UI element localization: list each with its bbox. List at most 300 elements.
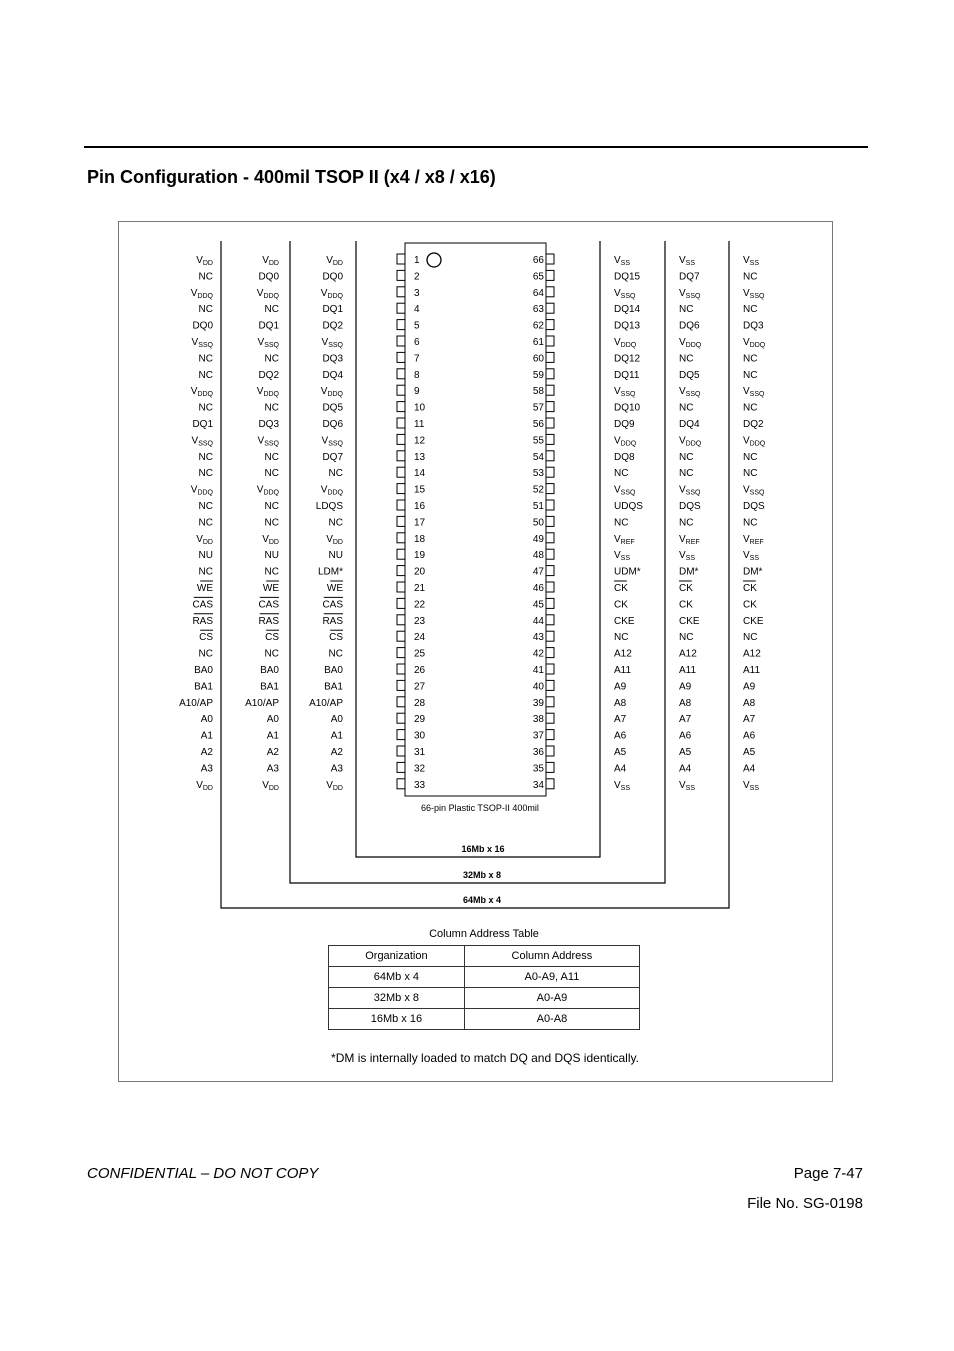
pin-label-x4-right: $V_{SS}$ — [743, 779, 760, 792]
pin-label-x16-right: A5 — [614, 747, 627, 758]
pin-number-right: 41 — [532, 665, 544, 676]
column-address-table-title: Column Address Table — [429, 928, 539, 940]
pin-pad-left — [397, 303, 405, 313]
pin-number-right: 49 — [532, 533, 544, 545]
pin-label-x4-right: $V_{SS}$ — [743, 255, 760, 267]
pin-pad-right — [546, 385, 554, 395]
pin-pad-left — [397, 336, 405, 346]
pin-label-x4-right: DQS — [743, 501, 765, 512]
pin-label-x4-left: NC — [198, 353, 213, 365]
pin-label-x8-right: A5 — [679, 747, 692, 758]
pin-label-x8-left: NC — [264, 451, 279, 463]
page-title: Pin Configuration - 400mil TSOP II (x4 / x8 / x16) — [87, 167, 496, 187]
pin-label-x8-right: $V_{SSQ}$ — [679, 484, 701, 497]
pin-label-x8-left: WE — [262, 583, 279, 594]
pin-label-x16-left: CS — [329, 632, 343, 644]
pin-label-x16-left: BA0 — [324, 665, 343, 676]
pin-pad-right — [546, 418, 554, 428]
pin-label-x8-left: A2 — [266, 747, 279, 758]
pin-number-right: 35 — [532, 763, 544, 775]
pin-label-x4-left: $V_{DD}$ — [196, 779, 213, 792]
pin-label-x16-left: DQ4 — [322, 369, 343, 381]
pin-label-x8-right: DM* — [679, 566, 699, 578]
table-cell: 64Mb x 4 — [329, 967, 465, 988]
pin-label-x8-right: NC — [679, 517, 694, 529]
pin-label-x8-right: DQ6 — [679, 320, 700, 332]
pin-number-left: 16 — [414, 501, 426, 512]
pin-label-x16-left: $V_{DDQ}$ — [320, 386, 343, 399]
pin-label-x8-right: A7 — [679, 714, 692, 726]
pin-label-x4-left: NC — [198, 566, 213, 578]
pin-label-x8-left: $V_{SSQ}$ — [257, 337, 279, 349]
pin-label-x16-right: CK — [614, 599, 628, 611]
pin-label-x4-right: $V_{DDQ}$ — [743, 435, 766, 448]
pin-label-x16-right: A11 — [614, 665, 632, 676]
pin-label-x4-left: NC — [198, 304, 213, 316]
pin-label-x8-right: $V_{REF}$ — [679, 533, 700, 546]
pin-label-x4-right: DM* — [743, 566, 763, 578]
pin-number-left: 1 — [414, 255, 420, 266]
pin-number-left: 11 — [414, 419, 425, 430]
pin-pad-right — [546, 615, 554, 625]
pin-number-left: 3 — [414, 287, 420, 299]
pin-label-x16-left: A1 — [330, 730, 343, 742]
pin-number-left: 25 — [414, 648, 426, 660]
pin-label-x16-right: $V_{SS}$ — [614, 550, 631, 563]
pin-label-x16-left: NC — [328, 517, 343, 529]
pin-pad-left — [397, 369, 405, 379]
pin-number-right: 48 — [532, 550, 544, 562]
pin-label-x4-right: CK — [743, 583, 757, 594]
pin-label-x8-right: NC — [679, 451, 694, 463]
pin-number-left: 28 — [414, 697, 426, 709]
pin-label-x4-left: CAS — [192, 599, 213, 611]
pin-pad-left — [397, 320, 405, 330]
pin-pad-right — [546, 352, 554, 362]
pin-label-x16-right: $V_{SSQ}$ — [614, 386, 636, 399]
pin-number-left: 29 — [414, 714, 426, 726]
pin-pad-left — [397, 516, 405, 526]
pin-label-x4-right: CK — [743, 599, 757, 611]
pin-label-x4-right: $V_{SSQ}$ — [743, 386, 765, 399]
table-row — [329, 1009, 640, 1030]
pin-label-x8-right: NC — [679, 353, 694, 365]
pin-label-x8-left: NC — [264, 501, 279, 512]
pin-pad-right — [546, 680, 554, 690]
pin-pad-left — [397, 385, 405, 395]
pin-number-left: 9 — [414, 386, 420, 398]
pin-number-right: 60 — [532, 353, 544, 365]
pin-pad-left — [397, 500, 405, 510]
pin-number-right: 53 — [532, 468, 544, 480]
pin-label-x16-right: A9 — [614, 681, 627, 693]
pin-label-x16-right: A4 — [614, 763, 627, 775]
pin-label-x8-left: NC — [264, 402, 279, 414]
pin-label-x8-left: DQ3 — [258, 419, 279, 430]
pin-number-left: 8 — [414, 369, 420, 381]
pin-number-left: 19 — [414, 550, 426, 562]
pin-number-left: 27 — [414, 681, 426, 693]
pin-pad-right — [546, 779, 554, 789]
pin-label-x8-right: A9 — [679, 681, 692, 693]
pin-pad-right — [546, 533, 554, 543]
pin-pad-right — [546, 762, 554, 772]
pin-label-x4-right: A6 — [743, 730, 756, 742]
pin-label-x16-right: $V_{REF}$ — [614, 533, 635, 546]
pin-label-x16-right: $V_{DDQ}$ — [614, 337, 637, 349]
pin-label-x4-left: $V_{DDQ}$ — [190, 287, 213, 300]
pin-label-x16-right: UDQS — [614, 501, 643, 512]
pin-number-left: 4 — [414, 304, 420, 316]
pin-label-x8-right: $V_{SSQ}$ — [679, 287, 701, 300]
pin-pad-left — [397, 779, 405, 789]
pin-label-x4-right: $V_{SSQ}$ — [743, 484, 765, 497]
pin-label-x16-right: $V_{SSQ}$ — [614, 287, 636, 300]
pin-label-x4-left: WE — [196, 583, 213, 594]
pin-number-left: 18 — [414, 533, 426, 545]
pin-label-x8-left: NU — [264, 550, 279, 562]
pin-label-x8-left: A0 — [266, 714, 279, 726]
pin-label-x4-left: A1 — [200, 730, 213, 742]
pin-label-x16-left: $V_{DD}$ — [326, 533, 343, 546]
pin-number-right: 45 — [532, 599, 544, 611]
pin-label-x4-left: BA0 — [194, 665, 213, 676]
pin-label-x8-right: $V_{SS}$ — [679, 550, 696, 563]
table-cell: A0-A8 — [464, 1009, 639, 1030]
pin-number-right: 43 — [532, 632, 544, 644]
pin-label-x8-left: NC — [264, 566, 279, 578]
pin-label-x4-right: A9 — [743, 681, 756, 693]
pin-label-x8-left: A3 — [266, 763, 279, 775]
pin-pad-left — [397, 631, 405, 641]
pin-pad-right — [546, 467, 554, 477]
pin-label-x16-right: A12 — [614, 648, 632, 660]
pin-label-x8-left: CAS — [258, 599, 279, 611]
pin-label-x16-right: NC — [614, 468, 629, 480]
pin-pad-right — [546, 254, 554, 264]
pin-pad-left — [397, 730, 405, 740]
pin-pad-right — [546, 336, 554, 346]
pin-label-x16-right: UDM* — [614, 566, 641, 578]
chip-body — [405, 243, 546, 796]
pin-number-left: 33 — [414, 779, 426, 791]
pin-label-x4-right: A7 — [743, 714, 756, 726]
pin-pad-left — [397, 254, 405, 264]
pin-pad-left — [397, 533, 405, 543]
pin-label-x16-left: WE — [326, 583, 343, 594]
pin-number-left: 31 — [414, 747, 426, 758]
table-cell: A0-A9 — [464, 988, 639, 1009]
pin-label-x4-left: A3 — [200, 763, 213, 775]
pin-pad-left — [397, 434, 405, 444]
pin-label-x8-left: DQ0 — [258, 271, 279, 283]
pin-label-x8-right: NC — [679, 632, 694, 644]
pin-label-x16-left: DQ1 — [322, 304, 343, 316]
org-label: 16Mb x 16 — [461, 844, 505, 854]
pin-label-x4-right: A5 — [743, 747, 756, 758]
pin-pad-right — [546, 549, 554, 559]
pin-label-x4-right: NC — [743, 632, 758, 644]
table-row — [329, 967, 640, 988]
pin-label-x4-left: $V_{DD}$ — [196, 255, 213, 267]
pin-number-right: 50 — [532, 517, 544, 529]
pin-label-x8-left: A1 — [266, 730, 279, 742]
pin-pad-left — [397, 582, 405, 592]
pin-pad-left — [397, 549, 405, 559]
pin-label-x16-right: DQ12 — [614, 353, 641, 365]
pin-label-x4-right: NC — [743, 468, 758, 480]
pin-label-x16-right: DQ9 — [614, 419, 635, 430]
pin-pad-left — [397, 664, 405, 674]
pin-label-x16-left: NU — [328, 550, 343, 562]
pin-number-right: 34 — [532, 779, 544, 791]
pin-label-x16-right: $V_{DDQ}$ — [614, 435, 637, 448]
pin-label-x4-right: NC — [743, 369, 758, 381]
pin-label-x4-left: NC — [198, 517, 213, 529]
pin-label-x16-right: $V_{SSQ}$ — [614, 484, 636, 497]
pin-pad-left — [397, 713, 405, 723]
pin-label-x8-left: DQ2 — [258, 369, 279, 381]
pin-number-right: 55 — [532, 435, 544, 447]
pin-label-x8-left: $V_{DD}$ — [262, 533, 279, 546]
pin-label-x8-right: A8 — [679, 697, 692, 709]
pin-label-x8-left: $V_{DDQ}$ — [256, 484, 279, 497]
pin-number-left: 6 — [414, 337, 420, 348]
pin-label-x8-right: DQS — [679, 501, 701, 512]
pin-label-x16-right: $V_{SS}$ — [614, 255, 631, 267]
pin-label-x8-right: A4 — [679, 763, 692, 775]
pin-number-left: 17 — [414, 517, 426, 529]
pin-label-x8-left: BA0 — [260, 665, 279, 676]
pin-number-right: 59 — [532, 369, 544, 381]
pin-label-x8-left: BA1 — [260, 681, 279, 693]
pin-label-x16-right: DQ15 — [614, 271, 641, 283]
table-header-row — [329, 946, 640, 967]
pin-number-left: 13 — [414, 451, 426, 463]
pin-label-x4-left: $V_{DDQ}$ — [190, 484, 213, 497]
pin-pad-left — [397, 680, 405, 690]
pin-label-x4-right: NC — [743, 304, 758, 316]
pin-label-x8-left: NC — [264, 468, 279, 480]
pin-label-x16-right: $V_{SS}$ — [614, 779, 631, 792]
pin-pad-left — [397, 270, 405, 280]
pin-label-x8-right: $V_{DDQ}$ — [679, 435, 702, 448]
pin-label-x16-right: A7 — [614, 714, 627, 726]
pin-pad-left — [397, 762, 405, 772]
pin-label-x16-right: DQ11 — [614, 369, 640, 381]
pin-number-right: 65 — [532, 271, 544, 283]
pin-label-x16-left: DQ7 — [322, 451, 343, 463]
pin-label-x4-left: NC — [198, 648, 213, 660]
pin-label-x4-right: NC — [743, 271, 758, 283]
pin-pad-left — [397, 598, 405, 608]
pin-pad-left — [397, 697, 405, 707]
footer-page-number: Page 7-47 — [793, 1165, 863, 1182]
pin-label-x8-left: $V_{DDQ}$ — [256, 386, 279, 399]
pin-label-x8-right: DQ7 — [679, 271, 700, 283]
pin-number-right: 54 — [532, 451, 544, 463]
pin-pad-right — [546, 287, 554, 297]
pin-label-x16-right: NC — [614, 632, 629, 644]
pin-label-x4-right: A11 — [743, 665, 761, 676]
pin-label-x16-left: NC — [328, 648, 343, 660]
pin-label-x4-right: CKE — [743, 615, 764, 627]
pin-label-x4-left: NC — [198, 271, 213, 283]
pin-label-x8-right: CK — [679, 583, 693, 594]
pin-number-right: 61 — [532, 337, 544, 348]
pin-label-x4-right: $V_{REF}$ — [743, 533, 764, 546]
pin-label-x8-right: A6 — [679, 730, 692, 742]
pin-label-x4-right: NC — [743, 451, 758, 463]
pin-label-x8-left: A10/AP — [245, 697, 279, 709]
pin-number-left: 32 — [414, 763, 426, 775]
pin-pad-left — [397, 467, 405, 477]
pin-label-x4-left: A0 — [200, 714, 213, 726]
pin-label-x8-left: $V_{DDQ}$ — [256, 287, 279, 300]
pin-label-x4-right: A12 — [743, 648, 761, 660]
pin-pad-right — [546, 369, 554, 379]
pin-label-x16-left: A0 — [330, 714, 343, 726]
pin-number-left: 7 — [414, 353, 420, 365]
pin-label-x4-left: DQ1 — [192, 419, 213, 430]
pin-number-left: 20 — [414, 566, 426, 578]
pin-label-x8-left: CS — [265, 632, 279, 644]
pin-number-left: 23 — [414, 615, 426, 627]
org-label: 32Mb x 8 — [462, 870, 502, 880]
pin-label-x8-left: $V_{DD}$ — [262, 255, 279, 267]
pin-label-x4-left: BA1 — [194, 681, 213, 693]
pin-label-x8-left: NC — [264, 304, 279, 316]
table-header-organization: Organization — [329, 946, 465, 967]
pin-pad-right — [546, 664, 554, 674]
pin-pad-left — [397, 418, 405, 428]
pin-label-x8-right: $V_{SSQ}$ — [679, 386, 701, 399]
pin-number-right: 47 — [532, 566, 544, 578]
pin-number-right: 62 — [532, 320, 544, 332]
pin-label-x16-left: BA1 — [324, 681, 343, 693]
pin-number-left: 10 — [414, 402, 426, 414]
pin-pad-left — [397, 746, 405, 756]
pin-number-left: 2 — [414, 271, 420, 283]
pin-label-x4-left: $V_{DDQ}$ — [190, 386, 213, 399]
pin-number-right: 66 — [532, 255, 544, 266]
pin-number-right: 51 — [532, 501, 544, 512]
pin-label-x4-right: DQ3 — [743, 320, 764, 332]
pin-label-x16-left: DQ2 — [322, 320, 343, 332]
pin-label-x16-right: DQ10 — [614, 402, 641, 414]
footer-file-number: File No. SG-0198 — [747, 1195, 863, 1212]
pin-label-x16-right: DQ14 — [614, 304, 641, 316]
pin-number-right: 57 — [532, 402, 544, 414]
pin-number-right: 63 — [532, 304, 544, 316]
pin-label-x16-left: $V_{DDQ}$ — [320, 287, 343, 300]
pin-number-left: 12 — [414, 435, 426, 447]
pin-label-x8-right: $V_{SS}$ — [679, 779, 696, 792]
pin-pad-left — [397, 484, 405, 494]
pin-number-left: 24 — [414, 632, 426, 644]
pin-number-left: 26 — [414, 665, 426, 676]
pin-number-right: 42 — [532, 648, 544, 660]
pin-label-x4-right: $V_{SS}$ — [743, 550, 760, 563]
pin-pad-right — [546, 500, 554, 510]
pin-label-x4-right: NC — [743, 353, 758, 365]
pin-pad-left — [397, 287, 405, 297]
pin-label-x16-right: DQ8 — [614, 451, 635, 463]
footer-confidential: CONFIDENTIAL – DO NOT COPY — [87, 1165, 319, 1182]
pin-pad-right — [546, 648, 554, 658]
pin-label-x8-left: RAS — [258, 615, 279, 627]
dm-footnote: *DM is internally loaded to match DQ and DQS identically. — [331, 1051, 639, 1065]
pin-label-x16-left: $V_{SSQ}$ — [321, 337, 343, 349]
pin-label-x16-right: CKE — [614, 615, 635, 627]
org-label: 64Mb x 4 — [462, 895, 502, 905]
pin-label-x4-left: NC — [198, 468, 213, 480]
pin-pad-right — [546, 713, 554, 723]
pin-label-x16-left: $V_{DD}$ — [326, 779, 343, 792]
pin-label-x4-left: NC — [198, 369, 213, 381]
pin-label-x16-left: RAS — [322, 615, 343, 627]
pin-number-left: 15 — [414, 484, 426, 496]
pin-number-left: 22 — [414, 599, 426, 611]
pin-label-x4-left: $V_{DD}$ — [196, 533, 213, 546]
package-label: 66-pin Plastic TSOP-II 400mil — [421, 803, 539, 813]
pin-label-x4-right: $V_{DDQ}$ — [743, 337, 766, 349]
pin-label-x8-right: A11 — [679, 665, 697, 676]
pin-pad-left — [397, 402, 405, 412]
pin-pad-left — [397, 648, 405, 658]
pin-number-right: 37 — [532, 730, 544, 742]
pin-pad-right — [546, 516, 554, 526]
pin-label-x8-right: NC — [679, 402, 694, 414]
pin-label-x4-right: NC — [743, 402, 758, 414]
pin-pad-right — [546, 598, 554, 608]
pin-label-x8-left: $V_{SSQ}$ — [257, 435, 279, 448]
pin-number-right: 40 — [532, 681, 544, 693]
pin-label-x4-left: NC — [198, 501, 213, 512]
pin-number-right: 38 — [532, 714, 544, 726]
pin-number-left: 14 — [414, 468, 426, 480]
pin-pad-left — [397, 615, 405, 625]
pin-label-x4-left: $V_{SSQ}$ — [191, 337, 213, 349]
pin-number-right: 56 — [532, 419, 544, 430]
pin-pad-right — [546, 270, 554, 280]
pin-label-x4-left: CS — [199, 632, 213, 644]
pin-number-right: 58 — [532, 386, 544, 398]
pin-label-x4-right: A4 — [743, 763, 756, 775]
pin-label-x16-left: A10/AP — [309, 697, 343, 709]
pin-label-x8-right: $V_{SS}$ — [679, 255, 696, 267]
column-address-table — [328, 945, 640, 1030]
pin-pad-right — [546, 484, 554, 494]
pin-label-x4-left: NC — [198, 402, 213, 414]
pin-number-left: 21 — [414, 583, 426, 594]
pin-label-x4-left: A2 — [200, 747, 213, 758]
pin-number-right: 36 — [532, 747, 544, 758]
pin-pad-right — [546, 582, 554, 592]
pin-label-x4-left: DQ0 — [192, 320, 213, 332]
pin-label-x8-right: NC — [679, 468, 694, 480]
table-cell: A0-A9, A11 — [464, 967, 639, 988]
pin-pad-left — [397, 352, 405, 362]
pin-label-x16-left: A3 — [330, 763, 343, 775]
pin-label-x16-left: DQ6 — [322, 419, 343, 430]
pin-pad-left — [397, 451, 405, 461]
pin-pad-right — [546, 746, 554, 756]
pin-label-x16-left: $V_{SSQ}$ — [321, 435, 343, 448]
pin-label-x8-right: CK — [679, 599, 693, 611]
pin-number-right: 52 — [532, 484, 544, 496]
pin-label-x4-left: NC — [198, 451, 213, 463]
